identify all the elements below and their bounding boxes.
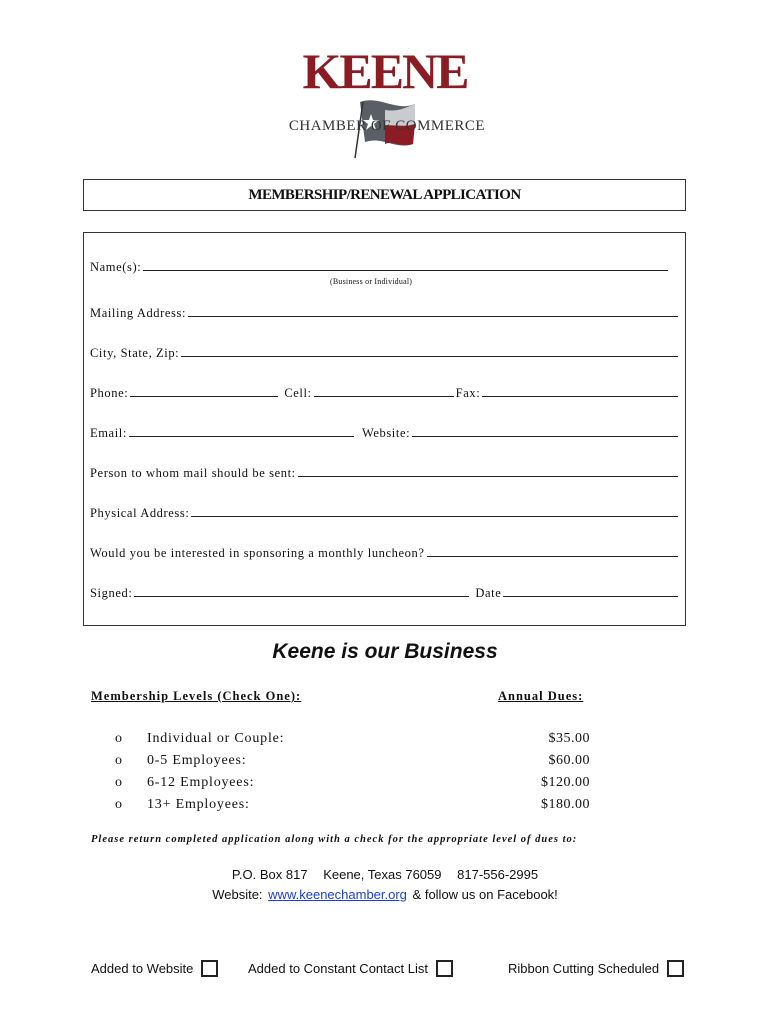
names-sublabel: (Business or Individual) — [330, 277, 413, 286]
level-item[interactable] — [115, 775, 254, 791]
checkbox-bullet-icon: o — [115, 753, 123, 768]
signature-field[interactable] — [134, 586, 469, 597]
mailing-label: Mailing Address: — [90, 306, 187, 320]
title-box — [83, 179, 686, 211]
due-amount: $180.00 — [541, 797, 590, 812]
added-to-contact-checkbox[interactable] — [436, 960, 453, 977]
po-box: P.O. Box 817 — [231, 867, 308, 882]
cell-field[interactable] — [314, 386, 454, 397]
sponsor-row — [90, 546, 680, 561]
website-label: Website: — [361, 426, 411, 440]
physical-row — [90, 506, 680, 521]
person-row — [90, 466, 680, 481]
website-prefix: Website: — [212, 887, 263, 902]
form-title: MEMBERSHIP/RENEWAL APPLICATION — [248, 186, 521, 203]
due-amount: $60.00 — [548, 753, 590, 768]
level-label: 0-5 Employees: — [147, 753, 247, 768]
level-item[interactable] — [115, 797, 250, 813]
city-field[interactable] — [181, 346, 678, 357]
level-label: Individual or Couple: — [147, 731, 285, 746]
person-field[interactable] — [298, 466, 678, 477]
website-line — [0, 887, 770, 902]
website-link[interactable]: www.keenechamber.org — [268, 887, 407, 902]
added-to-contact-check — [248, 960, 453, 977]
svg-text:KEENE: KEENE — [302, 43, 468, 99]
level-item[interactable] — [115, 731, 284, 747]
physical-label: Physical Address: — [90, 506, 190, 520]
level-label: 6-12 Employees: — [147, 775, 255, 790]
checkbox-bullet-icon: o — [115, 731, 123, 746]
mailing-field[interactable] — [188, 306, 678, 317]
signed-label: Signed: — [90, 586, 133, 600]
website-suffix: & follow us on Facebook! — [412, 887, 558, 902]
email-label: Email: — [90, 426, 127, 440]
added-to-website-check — [91, 960, 218, 977]
svg-text:CHAMBER OF COMMERCE: CHAMBER OF COMMERCE — [288, 118, 485, 134]
level-label: 13+ Employees: — [147, 797, 250, 812]
level-item[interactable] — [115, 753, 246, 769]
mailing-contact-line — [0, 867, 770, 882]
cell-label: Cell: — [284, 386, 312, 400]
city-state-zip: Keene, Texas 76059 — [323, 867, 442, 882]
added-to-website-checkbox[interactable] — [201, 960, 218, 977]
checkbox-bullet-icon: o — [115, 775, 123, 790]
email-field[interactable] — [129, 426, 354, 437]
dues-header: Annual Dues: — [498, 689, 584, 703]
return-instructions: Please return completed application along with a check for the appropriate level of dues to: — [91, 834, 578, 845]
levels-header: Membership Levels (Check One): — [91, 689, 302, 703]
mailing-row — [90, 306, 680, 321]
added-to-website-label: Added to Website — [91, 961, 194, 976]
date-label: Date — [475, 586, 502, 600]
website-field[interactable] — [412, 426, 678, 437]
person-label: Person to whom mail should be sent: — [90, 466, 296, 480]
added-to-contact-label: Added to Constant Contact List — [248, 961, 428, 976]
names-field[interactable] — [143, 260, 668, 271]
due-amount: $120.00 — [541, 775, 590, 790]
names-row — [90, 260, 670, 275]
keene-chamber-logo — [285, 40, 485, 160]
signed-row — [90, 586, 680, 601]
fax-label: Fax: — [455, 386, 481, 400]
physical-field[interactable] — [191, 506, 678, 517]
phone-label: Phone: — [90, 386, 129, 400]
city-row — [90, 346, 680, 361]
ribbon-cutting-check — [508, 960, 684, 977]
date-field[interactable] — [503, 586, 678, 597]
due-amount: $35.00 — [548, 731, 590, 746]
phone-row — [90, 386, 680, 401]
email-row — [90, 426, 680, 441]
tagline: Keene is our Business — [272, 640, 498, 663]
names-label: Name(s): — [90, 260, 142, 274]
phone-field[interactable] — [130, 386, 278, 397]
ribbon-cutting-label: Ribbon Cutting Scheduled — [508, 961, 660, 976]
sponsor-field[interactable] — [427, 546, 678, 557]
checkbox-bullet-icon: o — [115, 797, 123, 812]
fax-field[interactable] — [482, 386, 678, 397]
city-label: City, State, Zip: — [90, 346, 180, 360]
phone-number: 817-556-2995 — [457, 867, 539, 882]
ribbon-cutting-checkbox[interactable] — [667, 960, 684, 977]
sponsor-label: Would you be interested in sponsoring a monthly luncheon? — [90, 546, 425, 560]
